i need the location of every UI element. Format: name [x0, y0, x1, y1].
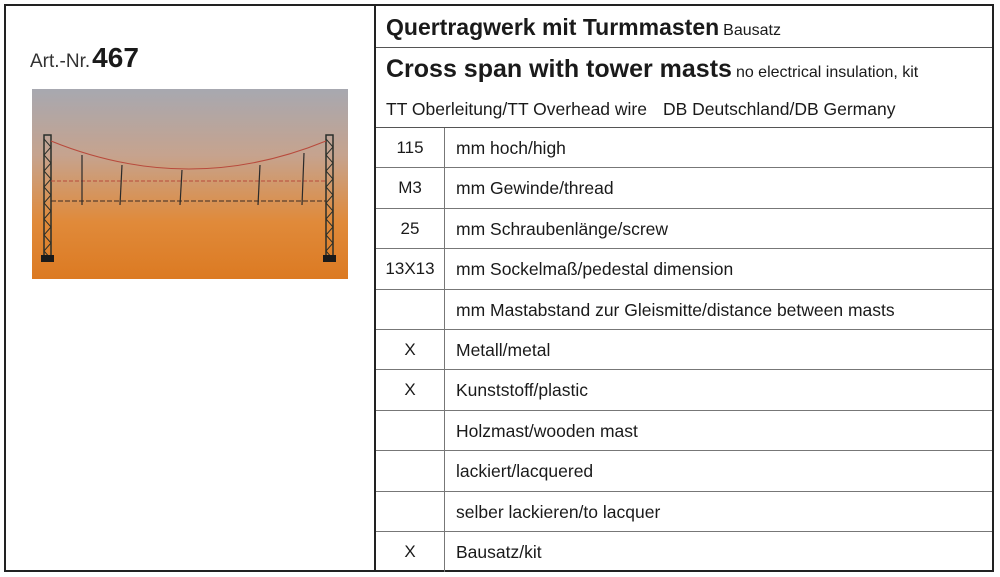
left-panel: [6, 6, 376, 570]
spec-label: Bausatz/kit: [456, 541, 542, 562]
spec-value: X: [376, 370, 445, 409]
spec-value: 25: [376, 209, 445, 248]
spec-value: 115: [376, 128, 445, 167]
table-row: [376, 290, 992, 330]
spec-value: M3: [376, 168, 445, 207]
spec-panel: [376, 6, 992, 570]
spec-value: 13X13: [376, 249, 445, 288]
table-row: [376, 249, 992, 289]
title-de-row: [376, 6, 992, 48]
spec-label: mm Schraubenlänge/screw: [456, 218, 669, 239]
table-row: [376, 492, 992, 532]
spec-label: mm Sockelmaß/pedestal dimension: [456, 259, 734, 280]
spec-value: [376, 411, 445, 450]
table-row: [376, 532, 992, 572]
system-country: DB Deutschland/DB Germany: [663, 99, 896, 119]
title-de-suffix: Bausatz: [723, 22, 781, 39]
spec-label: Holzmast/wooden mast: [456, 420, 638, 441]
table-row: [376, 370, 992, 410]
spec-value: X: [376, 532, 445, 572]
spec-label: selber lackieren/to lacquer: [456, 501, 661, 522]
spec-label: Kunststoff/plastic: [456, 380, 588, 401]
spec-table: [376, 128, 992, 572]
table-row: [376, 451, 992, 491]
title-en-suffix: no electrical insulation, kit: [735, 64, 919, 81]
spec-label: mm hoch/high: [456, 138, 566, 158]
spec-label: Metall/metal: [456, 339, 551, 360]
system-row: [376, 90, 992, 128]
spec-label: mm Mastabstand zur Gleismitte/distance between masts: [456, 299, 895, 320]
table-row: [376, 128, 992, 168]
table-row: [376, 330, 992, 370]
article-number: [30, 42, 139, 74]
spec-label: lackiert/lacquered: [456, 461, 594, 482]
spec-value: X: [376, 330, 445, 369]
title-de: Quertragwerk mit Turmmasten: [386, 14, 720, 40]
table-row: [376, 168, 992, 208]
spec-value: [376, 290, 445, 329]
product-sheet: [4, 4, 994, 572]
article-prefix: Art.-Nr.: [30, 51, 91, 72]
spec-label: mm Gewinde/thread: [456, 178, 614, 199]
table-row: [376, 209, 992, 249]
product-photo: [32, 89, 348, 279]
spec-value: [376, 451, 445, 490]
table-row: [376, 411, 992, 451]
article-number-value: 467: [92, 42, 139, 73]
title-en: Cross span with tower masts: [386, 55, 732, 83]
spec-value: [376, 492, 445, 531]
title-en-row: [376, 48, 992, 90]
system-overhead: TT Oberleitung/TT Overhead wire: [386, 99, 647, 119]
